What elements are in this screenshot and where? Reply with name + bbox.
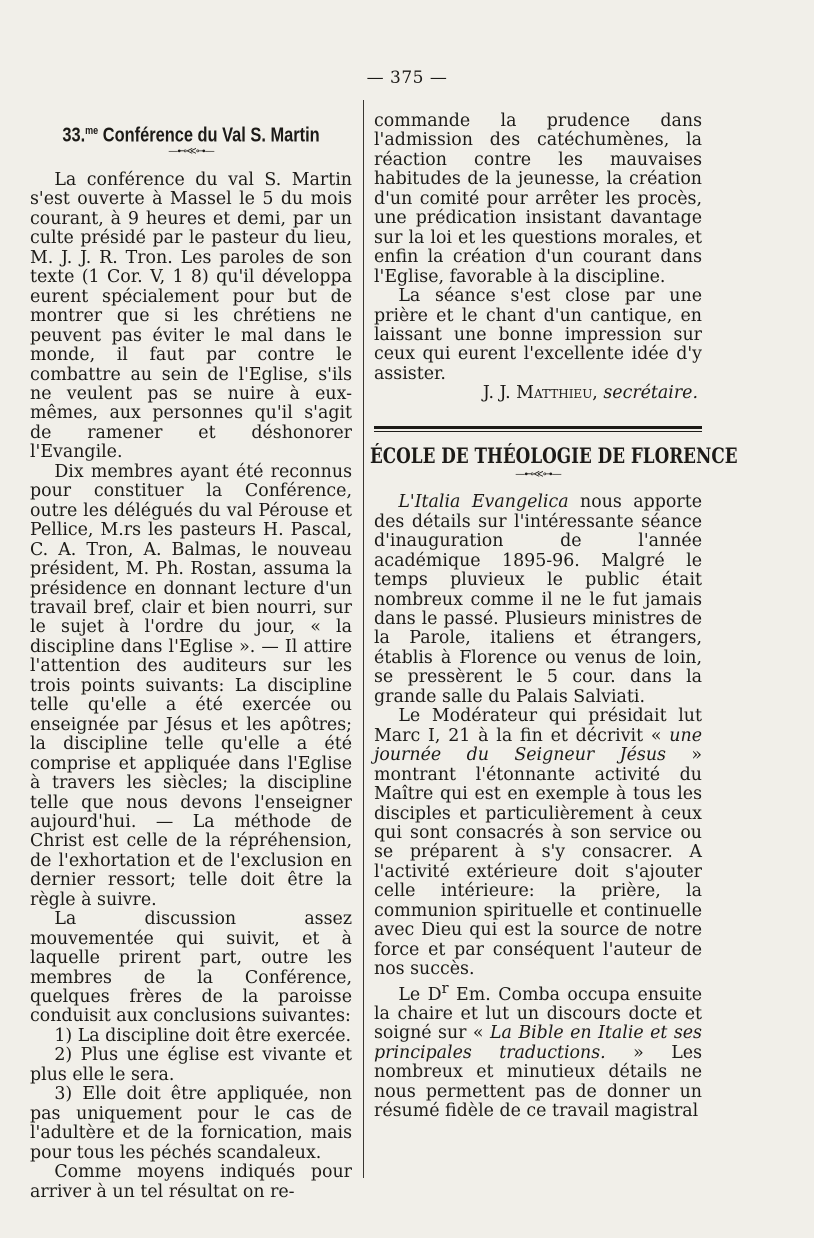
paragraph-moderateur [374, 707, 702, 979]
comba-title: La Bible en Italie et ses principales traductions. [374, 1023, 702, 1063]
paragraph-comba [374, 980, 702, 1122]
conclusion-item-3: 3) Elle doit être appliquée, non pas uniquement pour le cas de l'adultère et de la fornication, mais pour tous les péchés scandaleux. [30, 1084, 352, 1163]
moderateur-quote: une journée du Seigneur Jésus [374, 725, 702, 766]
comba-start: Le D [398, 984, 442, 1005]
section-title-conference [59, 118, 323, 145]
title-superscript: me [85, 125, 99, 137]
comba-rest: » Les nombreux et minutieux détails ne nous permettent pas de donner un résumé fidèle de ce travail magistral [374, 1042, 702, 1122]
paragraph-closing: La séance s'est close par une prière et le chant d'un cantique, en laissant une bonne impression sur ceux qui eurent l'excellente idée d'y assister. [374, 286, 702, 384]
signature [374, 384, 702, 403]
title-text: Conférence du Val S. Martin [98, 124, 320, 147]
paragraph-discussion: La discussion assez mouvementée qui suivit, et à laquelle prirent part, outre les membres de la Conférence, quelques frères de la paroisse conduisit aux conclusions suivantes: [30, 909, 352, 1027]
conclusion-item-1: 1) La discipline doit être exercée. [54, 1025, 352, 1046]
signature-role: secrétaire. [603, 383, 698, 404]
publication-title: L'Italia Evangelica [398, 492, 569, 513]
paragraph-continuation: commande la prudence dans l'admission des catéchumènes, la réaction contre les mauvaises habitudes de la jeunesse, la création d'un comité pour arrêter les procès, une prédication insistant davantage sur la loi et les questions morales, et enfin la création d'un courant dans l'Eglise, favorable à la discipline. [374, 111, 702, 287]
section-rule-thin [374, 431, 702, 432]
paragraph-opening: La conférence du val S. Martin s'est ouverte à Massel le 5 du mois courant, à 9 heures et demi, par un culte présidé par le pasteur du lieu, M. J. J. R. Tron. Les paroles de son texte (1 Cor. V, 1 8) qu'il développa eurent spécialement pour but de montrer que si les chrétiens ne peuvent pas éviter le mal dans le monde, il faut par contre le combattre au sein de l'Eglise, s'ils ne veulent pas se nuire à eux-mêmes, aux personnes qu'il s'agit de ramener et déshonorer l'Evangile. [30, 170, 352, 463]
paragraph-means: Comme moyens indiqués pour arriver à un tel résultat on re- [30, 1162, 352, 1202]
right-column [370, 111, 738, 1122]
column-divider [363, 100, 364, 1178]
comba-sup: r [441, 980, 449, 997]
page-number: — 375 — [366, 68, 448, 88]
ornament-divider-florence: —⊷≪⊶— [515, 469, 561, 481]
paragraph-italia-evangelica [374, 493, 702, 707]
signature-name: J. J. Matthieu, [482, 383, 598, 404]
moderateur-start: Le Modérateur qui présidait lut Marc I, 21 à la fin et décrivit « [374, 706, 702, 746]
title-number: 33. [62, 124, 86, 147]
moderateur-rest: » montrant l'étonnante activité du Maître qui est en exemple à tous les disciples et particulièrement à ceux qui sont consacrés à son service ou se préparent à s'y consacrer. A l'activité extérieure doit s'ajouter celle intérieure: la prière, la communion spirituelle et continuelle avec Dieu qui est la source de notre force et par conséquent l'auteur de nos succès. [374, 745, 703, 980]
section-title-florence: ÉCOLE DE THÉOLOGIE DE FLORENCE [370, 442, 738, 468]
paragraph-members: Dix membres ayant été reconnus pour constituer la Conférence, outre les délégués du val Pérouse et Pellice, M.rs les pasteurs H. Pascal, C. A. Tron, A. Balmas, le nouveau président, M. Ph. Rostan, assuma la présidence en donnant lecture d'un travail bref, clair et bien nourri, sur le sujet à l'ordre du jour, « la discipline dans l'Eglise ». — Il attire l'attention des auditeurs sur les trois points suivants: La discipline telle qu'elle a été exercée ou enseignée par Jésus et les apôtres; la discipline telle qu'elle a été comprise et appliquée dans l'Eglise à travers les siècles; la discipline telle que nous devons l'enseigner aujourd'hui. — La méthode de Christ est celle de la répréhension, de l'exhortation et de l'exclusion en dernier ressort; telle doit être la règle à suivre. [30, 461, 352, 910]
conclusion-item-2: 2) Plus une église est vivante et plus elle le sera. [30, 1045, 352, 1085]
paragraph-italia-text: nous apporte des détails sur l'intéressante séance d'inauguration de l'année académique 1895-96. Malgré le temps pluvieux le public était nombreux comme il ne le fut jamais dans le passé. Plusieurs ministres de la Parole, italiens et étrangers, établis à Florence ou venus de loin, se pressèrent le 5 cour. dans la grande salle du Palais Salviati. [374, 492, 702, 707]
section-rule-thick [374, 426, 702, 429]
left-column [30, 112, 352, 1202]
comba-mid: Em. Comba occupa ensuite la chaire et lut un discours docte et soigné sur « [374, 984, 702, 1044]
ornament-divider: —⊷≪⊶— [168, 146, 214, 157]
